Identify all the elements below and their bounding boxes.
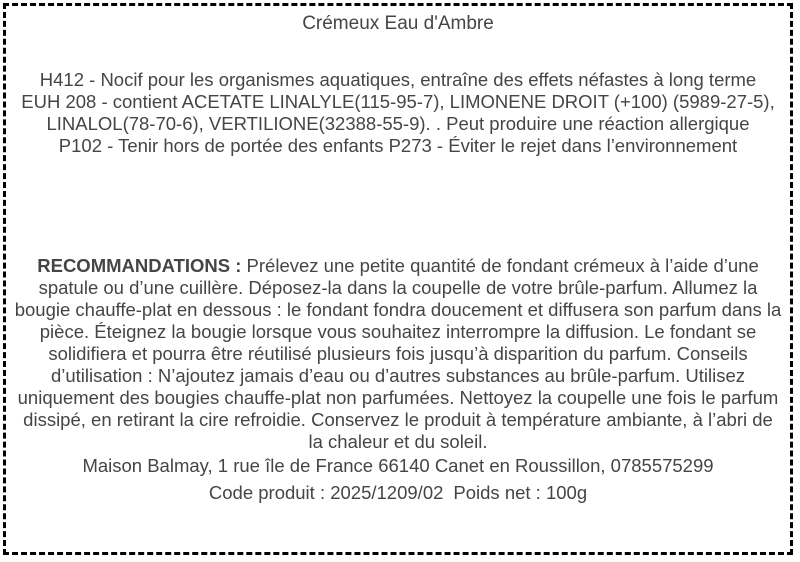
product-code: Code produit : 2025/1209/02: [208, 482, 444, 503]
recommendations-block: [14, 255, 782, 504]
hazard-h412: H412 - Nocif pour les organismes aquatiques, entraîne des effets néfastes à long terme: [39, 69, 757, 90]
recommendations-paragraph: [14, 255, 782, 453]
manufacturer-address: Maison Balmay, 1 rue île de France 66140 Canet en Roussillon, 0785575299: [82, 455, 714, 476]
net-weight: Poids net : 100g: [453, 482, 588, 503]
product-codes: [14, 482, 782, 504]
product-name: Crémeux Eau d'Ambre: [302, 13, 494, 34]
hazard-statements: [14, 69, 782, 157]
recommendations-text: Prélevez une petite quantité de fondant crémeux à l’aide d’une spatule ou d’une cuillère. Déposez-la dans la coupelle de votre brûle-parfum. Allumez la bougie chauffe-plat en dessous : le fondant fondra doucement et diffusera son parfum dans la pièce. Éteignez la bougie lorsque vous souhaitez interrompre la diffusion. Le fondant se solidifiera et pourra être réutilisé plusieurs fois jusqu’à disparition du parfum. Conseils d’utilisation : N’ajoutez jamais d’eau ou d’autres substances au brûle-parfum. Utilisez uniquement des bougies chauffe-plat non parfumées. Nettoyez la coupelle une fois le parfum dissipé, en retirant la cire refroidie. Conservez le produit à température ambiante, à l’abri de la chaleur et du soleil.: [14, 255, 782, 452]
precautionary-statements: P102 - Tenir hors de portée des enfants P273 - Éviter le rejet dans l’environnement: [58, 135, 738, 156]
hazard-euh208: EUH 208 - contient ACETATE LINALYLE(115-95-7), LIMONENE DROIT (+100) (5989-27-5), LINALOL(78-70-6), VERTILIONE(32388-55-9). . Peut produire une réaction allergique: [21, 91, 775, 134]
recommendations-heading: RECOMMANDATIONS :: [37, 255, 242, 276]
product-label: [3, 3, 793, 555]
